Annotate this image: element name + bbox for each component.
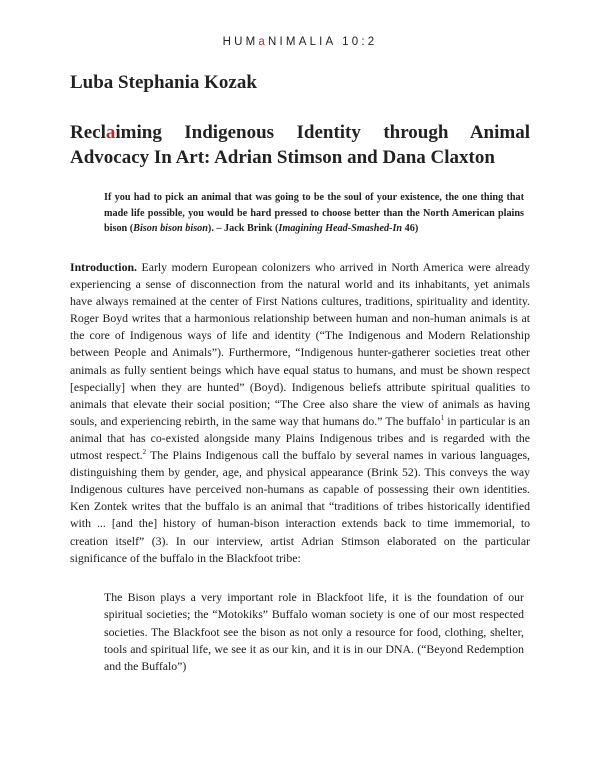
epigraph (104, 190, 524, 237)
running-head-pre: HUM (222, 36, 259, 48)
epigraph-text-3: 46) (402, 223, 419, 235)
epigraph-italic-2: Imagining Head-Smashed-In (278, 223, 403, 235)
title-post: iming Indigenous Identity through Animal Advocacy In Art: Adrian Stimson and Dana Claxton (70, 122, 530, 168)
body-part-2: in particular is an animal that has co-existed alongside many Plains Indigenous tribes and is regarded with the utmost respect. (70, 413, 530, 463)
title-accent: a (105, 122, 116, 143)
footnote-ref-1[interactable]: 1 (440, 413, 445, 422)
epigraph-text-2: ). – Jack Brink ( (207, 223, 279, 235)
introduction-heading: Introduction. (70, 260, 137, 274)
body-part-3: The Plains Indigenous call the buffalo by several names in various languages, distinguishing them by gender, age, and physical appearance (Brink 52). This conveys the way Indigenous cultures have perceived non-humans as capable of possessing their own identities. Ken Zontek writes that the buffalo is an animal that “traditions of tribes historically identified with ... [and the] history of human-bison interaction extends back to time immemorial, to creation itself” (3). In our interview, artist Adrian Stimson elaborated on the particular significance of the buffalo in the Blackfoot tribe: (70, 448, 530, 565)
block-quote: The Bison plays a very important role in Blackfoot life, it is the foundation of our spiritual societies; the “Motokiks” Buffalo woman society is one of our most respected societies. The Blackfoot see the bison as not only a resource for food, clothing, shelter, tools and spiritual life, we see it as our kin, and it is in our DNA. (“Beyond Redemption and the Buffalo”) (104, 590, 524, 674)
running-head-accent: a (258, 36, 269, 48)
footnote-ref-2[interactable]: 2 (142, 448, 147, 457)
introduction-paragraph (70, 259, 530, 567)
author-name: Luba Stephania Kozak (70, 72, 257, 93)
epigraph-italic-1: Bison bison bison (133, 223, 208, 235)
epigraph-text-1: If you had to pick an animal that was going to be the soul of your existence, the one thing that made life possible, you would be hard pressed to choose better than the North American plains bison ( (104, 192, 524, 235)
title-pre: Recl (70, 122, 106, 143)
article-title (70, 120, 530, 170)
body-part-1: Early modern European colonizers who arrived in North America were already experiencing a sense of disconnection from the natural world and its inhabitants, yet animals have always remained at the center of First Nations cultures, traditions, spirituality and identity. Roger Boyd writes that a harmonious relationship between human and non-human animals is at the core of Indigenous ways of life and identity (“The Indigenous and Modern Relationship between People and Animals”). Furthermore, “Indigenous hunter-gatherer societies treat other animals as fully sentient beings which have equal status to humans, and must be shown respect [especially] when they are hunted” (Boyd). Indigenous beliefs attribute spiritual qualities to animals that elevate their social position; “The Cree also share the view of animals as having souls, and experiencing rebirth, in the same way that humans do.” The buffalo (70, 260, 530, 428)
running-head-post: NIMALIA 10:2 (268, 36, 378, 48)
running-head (0, 36, 600, 48)
